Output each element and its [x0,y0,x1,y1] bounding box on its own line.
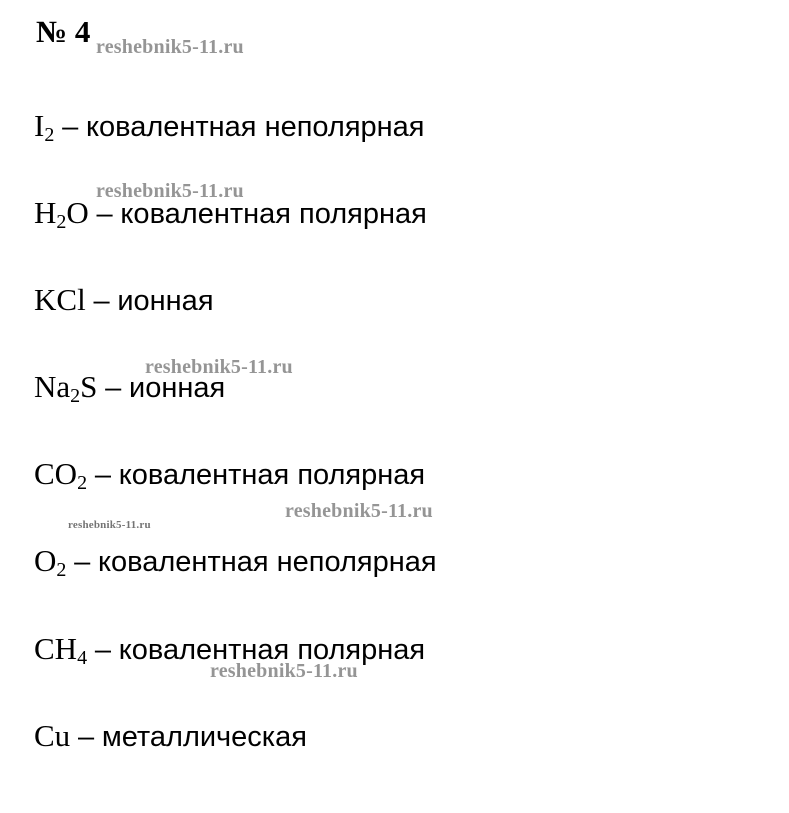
dash: – [77,721,95,753]
dash: – [105,372,122,404]
formula: $H_2O$ [34,195,89,233]
bond-type: ковалентная неполярная [85,111,425,143]
task-number-heading: № 4 [36,14,91,49]
watermark-text: reshebnik5-11.ru [285,500,433,522]
watermark-text: reshebnik5-11.ru [96,36,244,58]
dash: – [94,459,111,491]
bond-type: ковалентная полярная [118,459,426,491]
formula: $O_2$ [34,543,67,581]
bond-type: ковалентная полярная [120,198,427,230]
formula: $Na_2S$ [34,369,98,407]
dash: – [62,111,79,143]
bond-line-o2 [34,543,437,580]
formula: $I_2$ [34,108,55,146]
bond-line-kcl [34,282,214,319]
bond-type: ионная [117,285,214,317]
watermark-text: reshebnik5-11.ru [210,660,358,682]
bond-line-i2 [34,108,425,145]
watermark-text: reshebnik5-11.ru [145,356,293,378]
dash: – [94,634,111,666]
bond-type: металлическая [101,721,307,753]
formula: Cu [34,718,71,753]
bond-type: ионная [129,372,226,404]
watermark-text-small: reshebnik5-11.ru [68,519,151,531]
dash: – [96,198,113,230]
watermark-text: reshebnik5-11.ru [96,180,244,202]
bond-type: ковалентная полярная [118,634,426,666]
formula: $CH_4$ [34,631,88,669]
dash: – [74,546,91,578]
bond-type: ковалентная неполярная [98,546,437,578]
formula: $CO_2$ [34,456,88,494]
formula: KCl [34,282,86,317]
dash: – [93,285,110,317]
bond-line-co2 [34,456,425,493]
bond-line-cu [34,718,307,755]
